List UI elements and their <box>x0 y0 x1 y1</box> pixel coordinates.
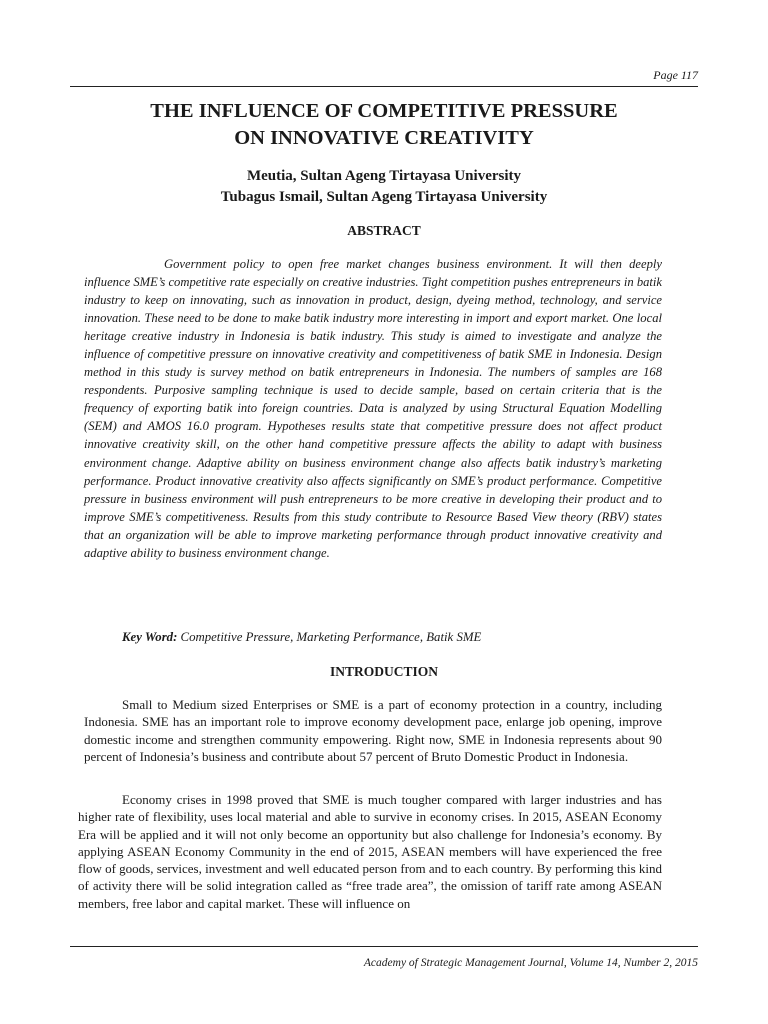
header-rule <box>70 86 698 87</box>
footer-rule <box>70 946 698 947</box>
abstract-heading: ABSTRACT <box>347 223 421 238</box>
paper-title <box>70 98 698 152</box>
keywords-label: Key Word: <box>122 630 178 644</box>
intro-paragraph-2: Economy crises in 1998 proved that SME is much tougher compared with larger industries and has higher rate of flexibility, uses local material and able to survive in economy crises. In 2015, ASEAN Economy Era will be applied and it will not only become an opportunity but also challenge for Indonesia’s economy. By applying ASEAN Economy Community in the end of 2015, ASEAN members will have experienced the free flow of goods, services, investment and well educated person from and to each country. By performing this kind of activity there will be solid integration called as “free trade area”, the omission of tariff rate among ASEAN members, free labor and capital market. These will influence on <box>78 792 663 911</box>
author-2: Tubagus Ismail, Sultan Ageng Tirtayasa University <box>220 189 548 205</box>
introduction-heading: INTRODUCTION <box>329 664 438 679</box>
intro-paragraph-1: Small to Medium sized Enterprises or SME is a part of economy protection in a country, including Indonesia. SME has an important role to improve economy development pace, enlarge job opening, improve domestic income and strengthen community empowering. Right now, SME in Indonesia represents about 90 percent of Indonesia’s business and contribute about 57 percent of Bruto Domestic Product in Indonesia. <box>84 697 662 764</box>
title-line-2: ON INNOVATIVE CREATIVITY <box>234 127 534 149</box>
journal-footer: Academy of Strategic Management Journal, Volume 14, Number 2, 2015 <box>363 957 698 969</box>
author-1: Meutia, Sultan Ageng Tirtayasa University <box>246 168 522 184</box>
keywords <box>122 630 682 645</box>
keywords-text: Competitive Pressure, Marketing Performance, Batik SME <box>177 630 482 644</box>
abstract-text: Government policy to open free market changes business environment. It will then deeply influence SME’s competitive rate especially on creative industries. Tight competition pushes entrepreneurs in batik industry to keep on innovating, such as innovation in product, design, dyeing method, technology, and service innovation. These need to be done to make batik industry more interesting in import and export market. One local heritage creative industry in Indonesia is batik industry. This study is aimed to investigate and analyze the influence of competitive pressure on innovative creativity and competitiveness of batik SME in Indonesia. Design method in this study is survey method on batik entrepreneurs in Indonesia. The numbers of samples are 168 respondents. Purposive sampling technique is used to decide sample, based on certain criteria that is the frequency of exporting batik into foreign countries. Data is analyzed by using Structural Equation Modelling (SEM) and AMOS 16.0 program. Hypotheses results state that competitive pressure does not affect product innovative creativity skill, on the other hand competitive pressure affects the ability to adapt with business environment change. Adaptive ability on business environment change also affects batik industry’s marketing performance. Product innovative creativity also affects significantly on SME’s product performance. Competitive pressure in business environment will push entrepreneurs to be more creative in developing their product and to improve SME’s competitiveness. Results from this study contribute to Resource Based View theory (RBV) states that an organization will be able to improve marketing performance through product innovative creativity and adaptive ability to business environment change. <box>84 257 662 560</box>
title-line-1: THE INFLUENCE OF COMPETITIVE PRESSURE <box>150 100 618 122</box>
author-list <box>70 166 698 208</box>
page-number: Page 117 <box>653 68 698 82</box>
